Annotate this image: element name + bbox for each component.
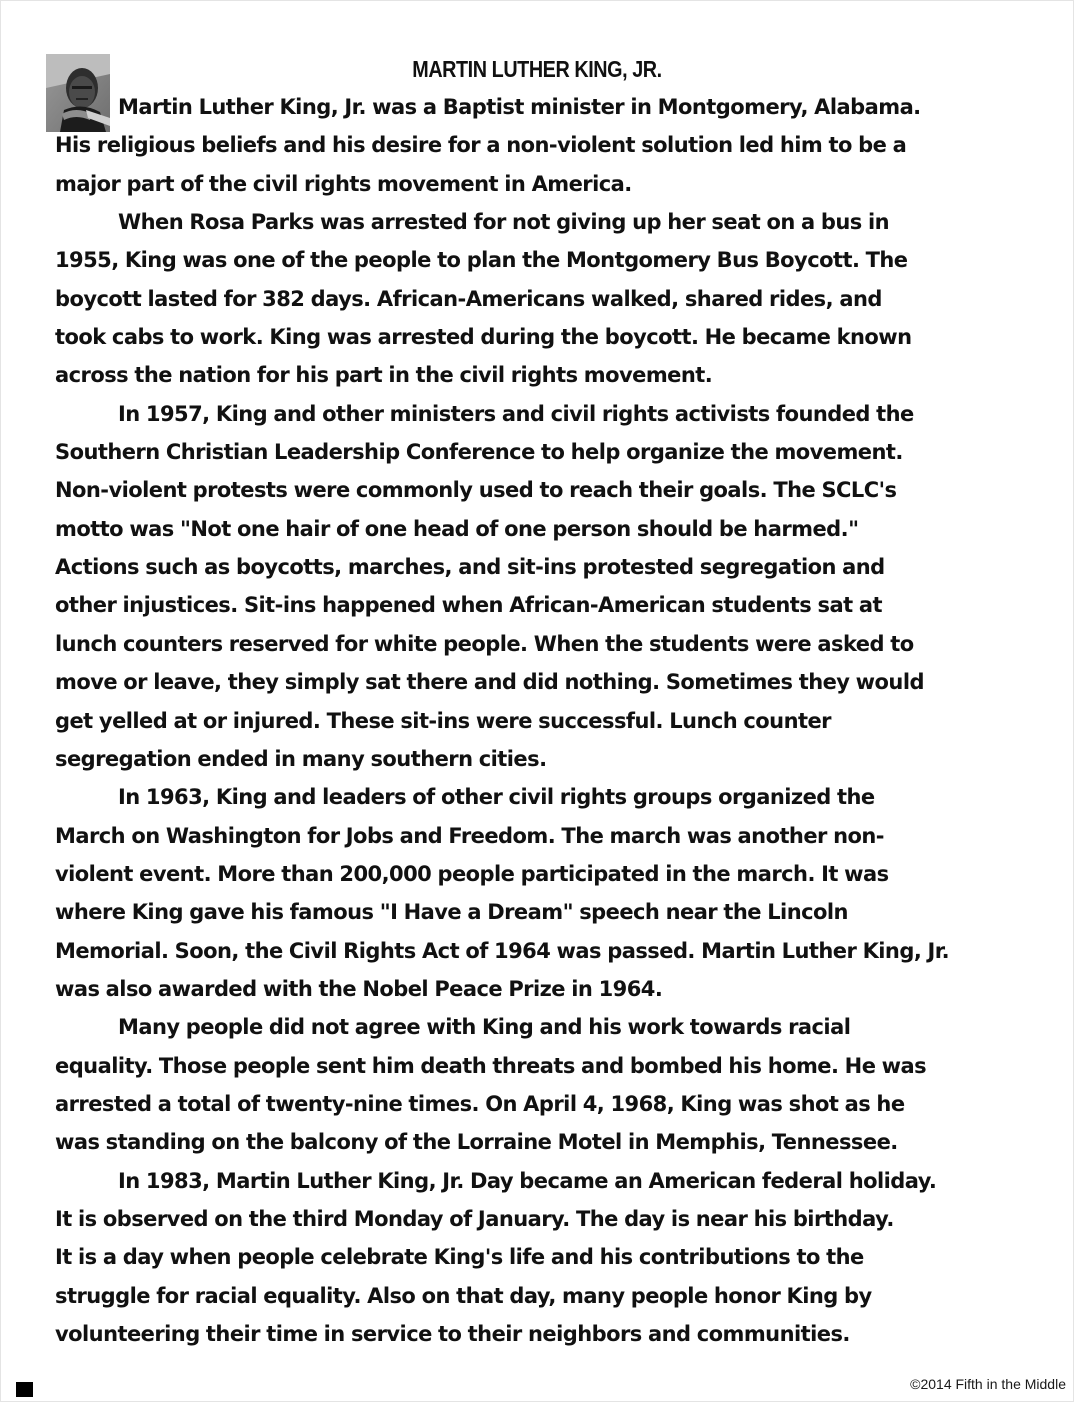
text-line: motto was "Not one hair of one head of one person should be harmed." xyxy=(55,516,859,541)
article-body xyxy=(55,88,1035,1353)
text-line: March on Washington for Jobs and Freedom. The march was another non- xyxy=(55,823,884,848)
text-line: In 1983, Martin Luther King, Jr. Day became an American federal holiday. xyxy=(118,1168,937,1193)
text-line: took cabs to work. King was arrested during the boycott. He became known xyxy=(55,325,912,350)
text-line: major part of the civil rights movement in America. xyxy=(55,171,632,196)
text-line: equality. Those people sent him death threats and bombed his home. He was xyxy=(55,1053,927,1078)
text-line: where King gave his famous "I Have a Dream" speech near the Lincoln xyxy=(55,900,848,925)
text-line: was standing on the balcony of the Lorraine Motel in Memphis, Tennessee. xyxy=(55,1130,898,1155)
text-line: It is a day when people celebrate King's life and his contributions to the xyxy=(55,1245,864,1270)
text-line: lunch counters reserved for white people. When the students were asked to xyxy=(55,631,914,656)
text-line: It is observed on the third Monday of January. The day is near his birthday. xyxy=(55,1206,894,1231)
text-line: Non-violent protests were commonly used to reach their goals. The SCLC's xyxy=(55,478,897,503)
footer-square-mark xyxy=(16,1382,33,1397)
text-line: His religious beliefs and his desire for a non-violent solution led him to be a xyxy=(55,133,907,158)
copyright-notice: ©2014 Fifth in the Middle xyxy=(910,1376,1066,1392)
text-line: get yelled at or injured. These sit-ins were successful. Lunch counter xyxy=(55,708,831,733)
text-line: across the nation for his part in the civil rights movement. xyxy=(55,363,713,388)
text-line: In 1957, King and other ministers and civil rights activists founded the xyxy=(118,401,914,426)
text-line: Many people did not agree with King and his work towards racial xyxy=(118,1015,851,1040)
text-line: was also awarded with the Nobel Peace Prize in 1964. xyxy=(55,976,663,1001)
text-line: Actions such as boycotts, marches, and sit-ins protested segregation and xyxy=(55,555,885,580)
text-line: arrested a total of twenty-nine times. On April 4, 1968, King was shot as he xyxy=(55,1091,905,1116)
text-line: violent event. More than 200,000 people participated in the march. It was xyxy=(55,861,889,886)
text-line: Memorial. Soon, the Civil Rights Act of 1964 was passed. Martin Luther King, Jr. xyxy=(55,938,950,963)
text-line: segregation ended in many southern cities. xyxy=(55,746,547,771)
text-line: When Rosa Parks was arrested for not giving up her seat on a bus in xyxy=(118,210,890,235)
page-title: MARTIN LUTHER KING, JR. xyxy=(412,56,662,82)
text-line: boycott lasted for 382 days. African-Americans walked, shared rides, and xyxy=(55,286,882,311)
text-line: struggle for racial equality. Also on that day, many people honor King by xyxy=(55,1283,872,1308)
text-line: volunteering their time in service to their neighbors and communities. xyxy=(55,1322,850,1346)
text-line: Southern Christian Leadership Conference to help organize the movement. xyxy=(55,440,903,465)
text-line: 1955, King was one of the people to plan the Montgomery Bus Boycott. The xyxy=(55,248,908,273)
text-line: In 1963, King and leaders of other civil rights groups organized the xyxy=(118,785,875,810)
text-line: other injustices. Sit-ins happened when African-American students sat at xyxy=(55,593,882,618)
text-line: move or leave, they simply sat there and did nothing. Sometimes they would xyxy=(55,670,924,695)
text-line: Martin Luther King, Jr. was a Baptist minister in Montgomery, Alabama. xyxy=(118,95,921,119)
